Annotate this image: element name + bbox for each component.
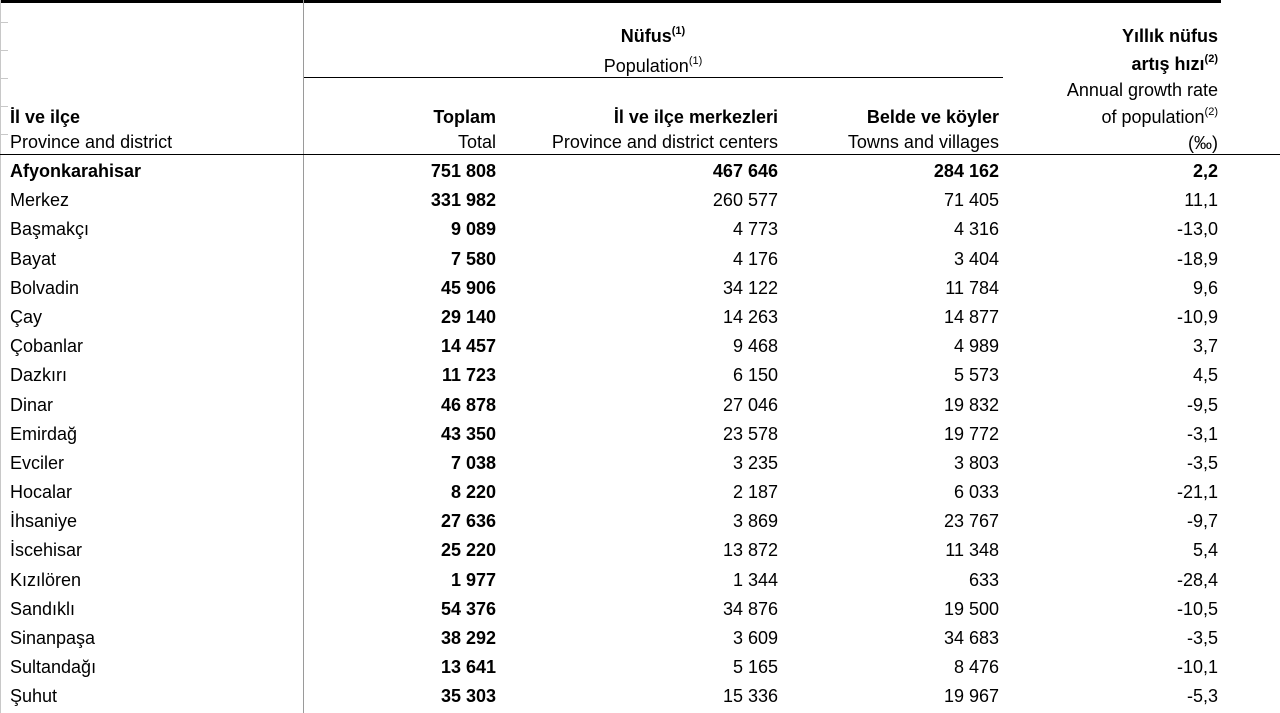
table-row <box>0 332 1280 361</box>
towns-value: 11 348 <box>945 540 999 561</box>
towns-value: 14 877 <box>943 306 999 327</box>
district-name: Çay <box>10 306 43 327</box>
district-name: İhsaniye <box>10 511 78 532</box>
nufus-header: Nüfus$^{(1)}$ <box>620 25 686 46</box>
district-name: Merkez <box>10 190 70 211</box>
centers-value: 2 187 <box>732 482 778 503</box>
district-name: Afyonkarahisar <box>10 161 142 181</box>
centers-value: 34 122 <box>722 277 778 298</box>
district-name: Hocalar <box>10 482 73 503</box>
district-name: Sinanpaşa <box>10 628 96 648</box>
total-value: 8 220 <box>450 482 496 503</box>
growth-value: -21,1 <box>1176 482 1218 503</box>
towns-value: 284 162 <box>933 161 999 181</box>
centers-value: 14 263 <box>722 306 778 327</box>
district-name: Dinar <box>10 394 54 415</box>
growth-value: -5,3 <box>1186 686 1218 707</box>
district-header-en: Province and district <box>10 132 173 152</box>
table-row <box>0 682 1280 711</box>
growth-value: -13,0 <box>1176 219 1218 240</box>
table-row <box>0 566 1280 595</box>
row-gutter-tick <box>0 50 8 51</box>
total-value: 43 350 <box>440 423 496 444</box>
centers-header-en: Province and district centers <box>551 132 778 152</box>
growth-header-tr-line1: Yıllık nüfus <box>1121 26 1218 46</box>
district-name: Sultandağı <box>10 657 97 678</box>
towns-value: 8 476 <box>953 657 999 678</box>
district-name: Kızılören <box>10 569 82 590</box>
total-value: 331 982 <box>430 190 496 211</box>
growth-value: -9,7 <box>1186 511 1218 532</box>
growth-value: -3,5 <box>1186 628 1218 648</box>
growth-value: -10,9 <box>1176 306 1218 327</box>
towns-header-en: Towns and villages <box>847 132 999 152</box>
towns-header-tr: Belde ve köyler <box>866 107 999 127</box>
table-row <box>0 449 1280 478</box>
table-row <box>0 391 1280 420</box>
towns-value: 4 989 <box>953 336 999 357</box>
table-row <box>0 595 1280 624</box>
growth-value: -28,4 <box>1176 569 1218 590</box>
table-row <box>0 186 1280 215</box>
table-row <box>0 653 1280 682</box>
district-name: Sandıklı <box>10 598 76 619</box>
header-bottom-border <box>0 154 1280 155</box>
centers-value: 5 165 <box>732 657 778 678</box>
total-value: 46 878 <box>440 394 496 415</box>
growth-header-tr-line2: artış hızı$^{(2)}$ <box>1131 53 1218 74</box>
district-name: Başmakçı <box>10 219 90 240</box>
table-row <box>0 361 1280 390</box>
growth-value: 2,2 <box>1192 161 1218 181</box>
growth-header-en-line1: Annual growth rate <box>1066 80 1218 100</box>
towns-value: 34 683 <box>943 628 999 648</box>
total-value: 45 906 <box>440 277 496 298</box>
centers-value: 3 609 <box>732 628 778 648</box>
district-header-tr: İl ve ilçe <box>10 107 81 127</box>
population-underline <box>304 77 1003 78</box>
growth-unit: (‰) <box>1188 133 1218 153</box>
total-value: 13 641 <box>440 657 496 678</box>
total-value: 38 292 <box>440 628 496 648</box>
table-row-province <box>0 157 1280 186</box>
growth-value: -10,5 <box>1176 598 1218 619</box>
growth-value: 3,7 <box>1192 336 1218 357</box>
table-body <box>0 157 1280 712</box>
centers-value: 23 578 <box>722 423 778 444</box>
table-row <box>0 274 1280 303</box>
centers-value: 3 235 <box>732 452 778 473</box>
total-header-en: Total <box>457 132 496 152</box>
towns-value: 19 967 <box>943 686 999 707</box>
centers-value: 13 872 <box>722 540 778 561</box>
total-value: 54 376 <box>440 598 496 619</box>
table-row <box>0 245 1280 274</box>
district-name: Bolvadin <box>10 277 80 298</box>
table-top-border <box>0 0 1221 3</box>
total-value: 14 457 <box>440 336 496 357</box>
total-value: 7 038 <box>450 452 496 473</box>
growth-value: -3,1 <box>1186 423 1218 444</box>
district-name: Çobanlar <box>10 336 84 357</box>
district-name: Bayat <box>10 248 57 269</box>
district-name: Dazkırı <box>10 365 68 386</box>
growth-header-en-line2: of population$^{(2)}$ <box>1101 106 1218 127</box>
total-value: 25 220 <box>440 540 496 561</box>
district-name: İscehisar <box>10 540 83 561</box>
total-value: 751 808 <box>430 161 496 181</box>
table-row <box>0 478 1280 507</box>
table-row <box>0 624 1280 653</box>
total-value: 1 977 <box>450 569 496 590</box>
total-value: 35 303 <box>440 686 496 707</box>
towns-value: 633 <box>968 569 999 590</box>
centers-value: 9 468 <box>732 336 778 357</box>
growth-value: -18,9 <box>1176 248 1218 269</box>
total-header-tr: Toplam <box>433 107 496 127</box>
centers-value: 3 869 <box>732 511 778 532</box>
district-name: Şuhut <box>10 686 58 707</box>
total-value: 29 140 <box>440 306 496 327</box>
growth-value: -9,5 <box>1186 394 1218 415</box>
centers-value: 1 344 <box>732 569 778 590</box>
total-value: 9 089 <box>450 219 496 240</box>
towns-value: 19 832 <box>943 394 999 415</box>
towns-value: 19 500 <box>943 598 999 619</box>
growth-value: 4,5 <box>1192 365 1218 386</box>
towns-value: 5 573 <box>953 365 999 386</box>
centers-value: 4 176 <box>732 248 778 269</box>
centers-value: 467 646 <box>712 161 778 181</box>
centers-value: 27 046 <box>722 394 778 415</box>
table-row <box>0 420 1280 449</box>
growth-value: -3,5 <box>1186 452 1218 473</box>
centers-value: 34 876 <box>722 598 778 619</box>
towns-value: 71 405 <box>943 190 999 211</box>
row-gutter-tick <box>0 78 8 79</box>
centers-value: 4 773 <box>732 219 778 240</box>
total-value: 27 636 <box>440 511 496 532</box>
towns-value: 23 767 <box>943 511 999 532</box>
district-name: Evciler <box>10 452 65 473</box>
total-value: 7 580 <box>450 248 496 269</box>
towns-value: 19 772 <box>943 423 999 444</box>
towns-value: 6 033 <box>953 482 999 503</box>
towns-value: 3 803 <box>953 452 999 473</box>
centers-value: 15 336 <box>722 686 778 707</box>
centers-header-tr: İl ve ilçe merkezleri <box>613 107 778 127</box>
growth-value: -10,1 <box>1176 657 1218 678</box>
row-gutter-tick <box>0 22 8 23</box>
total-value: 11 723 <box>441 365 496 386</box>
table-row <box>0 303 1280 332</box>
growth-value: 11,1 <box>1184 190 1218 211</box>
row-gutter-tick <box>0 134 8 135</box>
growth-value: 5,4 <box>1192 540 1218 561</box>
table-row <box>0 215 1280 244</box>
towns-value: 3 404 <box>953 248 999 269</box>
district-name: Emirdağ <box>10 423 78 444</box>
table-row <box>0 507 1280 536</box>
table-row <box>0 536 1280 565</box>
row-gutter-tick <box>0 106 8 107</box>
towns-value: 4 316 <box>953 219 999 240</box>
towns-value: 11 784 <box>945 277 999 298</box>
population-header: Population$^{(1)}$ <box>603 55 703 76</box>
centers-value: 260 577 <box>712 190 778 211</box>
growth-value: 9,6 <box>1192 277 1218 298</box>
centers-value: 6 150 <box>732 365 778 386</box>
